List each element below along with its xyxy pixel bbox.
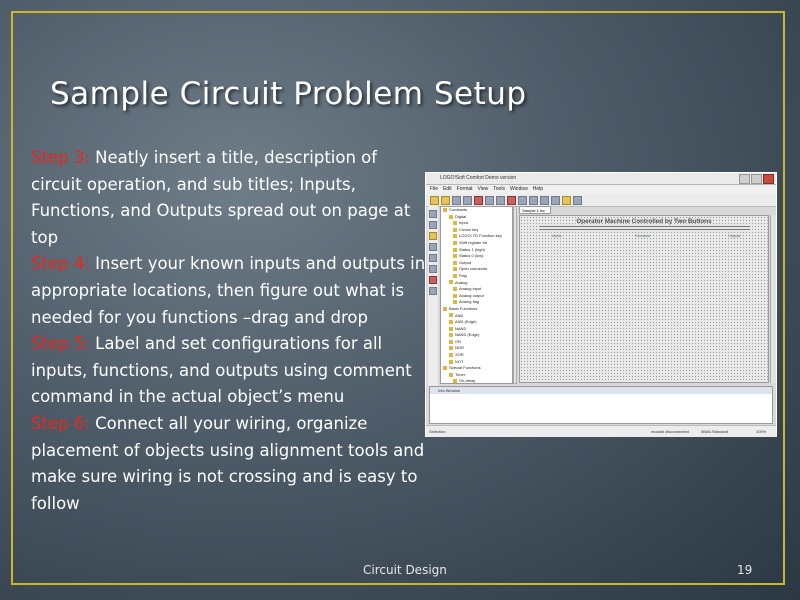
tree-item-label: OR	[455, 338, 461, 344]
tree-item-label: Constants	[449, 207, 468, 212]
status-device: 0BA6.Standard	[701, 429, 729, 434]
status-bar	[426, 425, 776, 437]
block-icon	[443, 208, 447, 212]
zoom-icon	[551, 196, 560, 205]
constants-tool-icon	[429, 232, 437, 240]
screenshot-title-bar	[426, 173, 776, 185]
tree-item-label: Output	[459, 259, 472, 265]
block-icon	[453, 261, 457, 265]
block-icon	[453, 267, 457, 271]
tree-item	[443, 266, 512, 273]
tree-item-label: Digital	[455, 213, 467, 219]
step-5-label: Step 5:	[31, 334, 90, 354]
canvas-title: Operator Machine Controlled by Two Buttons	[576, 218, 712, 225]
page-number: 19	[737, 563, 753, 577]
canvas-label-inputs: Inputs	[552, 234, 562, 238]
tree-item-label: Analog	[455, 279, 468, 285]
tree-item	[443, 359, 512, 366]
status-left: Selection	[429, 429, 446, 434]
screenshot-menu-bar	[426, 185, 776, 194]
window-buttons	[739, 174, 774, 184]
block-icon	[443, 366, 447, 370]
software-screenshot	[425, 172, 777, 437]
tree-item	[443, 293, 512, 300]
info-window	[429, 386, 773, 424]
block-icon	[453, 248, 457, 252]
block-icon	[453, 234, 457, 238]
screenshot-workspace	[426, 206, 776, 386]
tree-item-label: On-delay	[459, 378, 476, 384]
tree-item	[443, 280, 512, 287]
tree-item	[443, 345, 512, 352]
block-icon	[449, 346, 453, 350]
block-icon	[449, 215, 453, 219]
tree-item-label: XOR	[455, 352, 464, 358]
tree-item	[443, 378, 512, 385]
redo-icon	[529, 196, 538, 205]
block-icon	[453, 287, 457, 291]
screenshot-window-title: LOGO!Soft Comfort Demo version	[440, 175, 517, 181]
tree-item	[443, 352, 512, 359]
step-6-label: Step 6:	[31, 413, 90, 433]
step-6-text: Connect all your wiring, organize placement of objects using alignment tools and make sure wiring is not crossing and is easy to follow	[31, 413, 425, 513]
tree-item	[443, 313, 512, 320]
block-icon	[449, 360, 453, 364]
tree-item	[443, 260, 512, 267]
simulation-tool-icon	[429, 287, 437, 295]
tree-item-label: Special Functions	[449, 365, 481, 371]
tool-palette	[428, 206, 438, 388]
status-zoom: 100%	[756, 429, 767, 434]
block-tree	[440, 206, 513, 384]
block-icon	[449, 353, 453, 357]
block-icon	[453, 300, 457, 304]
tree-item-label: NOR	[455, 345, 464, 351]
block-icon	[453, 241, 457, 245]
tree-item-label: NAND	[455, 325, 467, 331]
step-3-label: Step 3:	[31, 148, 90, 167]
info-window-title: Info Window	[430, 387, 772, 394]
block-icon	[453, 254, 457, 258]
tree-item	[443, 207, 512, 214]
select-tool-icon	[429, 210, 437, 218]
footer-title: Circuit Design	[363, 563, 447, 577]
new-icon	[430, 196, 439, 205]
block-icon	[449, 340, 453, 344]
paste-icon	[496, 196, 505, 205]
tree-item-label: Cursor key	[459, 226, 479, 232]
open-icon	[441, 196, 450, 205]
tree-item	[443, 332, 512, 339]
tree-item-label: Flag	[459, 272, 467, 278]
tree-item	[443, 286, 512, 293]
canvas-description-line	[540, 226, 750, 227]
menu-window: Window	[509, 186, 528, 192]
step-3-text: Neatly insert a title, description of circuit operation, and sub titles; Inputs, Functions, and Outputs spread out on page at top	[31, 148, 411, 247]
tree-item-label: Analog input	[459, 286, 482, 292]
transfer-icon	[562, 196, 571, 205]
slide-title: Sample Circuit Problem Setup	[50, 76, 527, 112]
tree-item	[443, 273, 512, 280]
connect-tool-icon	[429, 221, 437, 229]
step-5-text: Label and set configurations for all inputs, functions, and outputs using comment command in the actual object’s menu	[31, 334, 412, 407]
step-4-label: Step 4:	[31, 254, 90, 274]
tree-item	[443, 339, 512, 346]
maximize-icon	[751, 174, 762, 184]
block-icon	[453, 228, 457, 232]
step-4-text: Insert your known inputs and outputs in appropriate locations, then figure out what is needed for you functions –drag and drop	[31, 254, 426, 327]
tree-item-label: Input	[459, 220, 468, 226]
tree-item	[443, 306, 512, 313]
tree-item-label: AND (Edge)	[455, 319, 477, 325]
tree-item-label: NOT	[455, 358, 464, 364]
tree-item-label: Analog output	[459, 292, 484, 298]
tree-item-label: Timer	[455, 371, 466, 377]
tree-item-label: NAND (Edge)	[455, 332, 480, 338]
tree-item-label: Basic Functions	[449, 305, 478, 311]
simulation-icon	[573, 196, 582, 205]
tree-item	[443, 233, 512, 240]
menu-edit: Edit	[443, 186, 452, 192]
close-icon	[763, 174, 774, 184]
cut-icon	[474, 196, 483, 205]
block-icon	[443, 307, 447, 311]
tree-item	[443, 326, 512, 333]
print-icon	[463, 196, 472, 205]
cut-connector-icon	[429, 276, 437, 284]
block-icon	[453, 294, 457, 298]
menu-tools: Tools	[493, 186, 505, 192]
block-icon	[449, 280, 453, 284]
block-icon	[449, 327, 453, 331]
tree-item-label: Status 1 (high)	[459, 246, 486, 252]
canvas-label-functions: Functions	[635, 234, 651, 238]
align-icon	[540, 196, 549, 205]
block-icon	[449, 313, 453, 317]
tree-item	[443, 247, 512, 254]
canvas-description-line	[540, 229, 750, 230]
tree-item	[443, 319, 512, 326]
gf-tool-icon	[429, 243, 437, 251]
status-connection: module disconnected	[651, 429, 689, 434]
tree-item-label: Shift register bit	[459, 239, 487, 245]
block-icon	[449, 333, 453, 337]
block-icon	[453, 274, 457, 278]
tree-item	[443, 220, 512, 227]
block-icon	[449, 373, 453, 377]
menu-file: File	[430, 186, 439, 192]
tree-item	[443, 299, 512, 306]
block-icon	[449, 320, 453, 324]
menu-view: View	[477, 186, 489, 192]
tree-item-label: Analog flag	[459, 299, 480, 305]
tree-item	[443, 372, 512, 379]
copy-icon	[485, 196, 494, 205]
tree-scrollbar	[513, 206, 517, 384]
text-tool-icon	[429, 265, 437, 273]
document-tab: Sample 1.lsc	[519, 206, 551, 214]
tree-item	[443, 253, 512, 260]
save-icon	[452, 196, 461, 205]
canvas-scrollbar	[770, 215, 776, 383]
steps-text	[31, 145, 426, 517]
block-icon	[453, 221, 457, 225]
menu-format: Format	[456, 186, 473, 192]
sf-tool-icon	[429, 254, 437, 262]
circuit-canvas	[519, 215, 769, 383]
tree-item	[443, 227, 512, 234]
canvas-label-outputs: Outputs	[728, 234, 741, 238]
tree-item-label: Status 0 (low)	[459, 253, 484, 259]
minimize-icon	[739, 174, 750, 184]
delete-icon	[507, 196, 516, 205]
tree-item-label: LOGO! TD Function key	[459, 233, 502, 239]
tree-item-label: AND	[455, 312, 464, 318]
tree-item-label: Open connector	[459, 266, 488, 272]
undo-icon	[518, 196, 527, 205]
tree-item	[443, 214, 512, 221]
menu-help: Help	[532, 186, 544, 192]
tree-item	[443, 240, 512, 247]
block-icon	[453, 379, 457, 383]
tree-item	[443, 365, 512, 372]
